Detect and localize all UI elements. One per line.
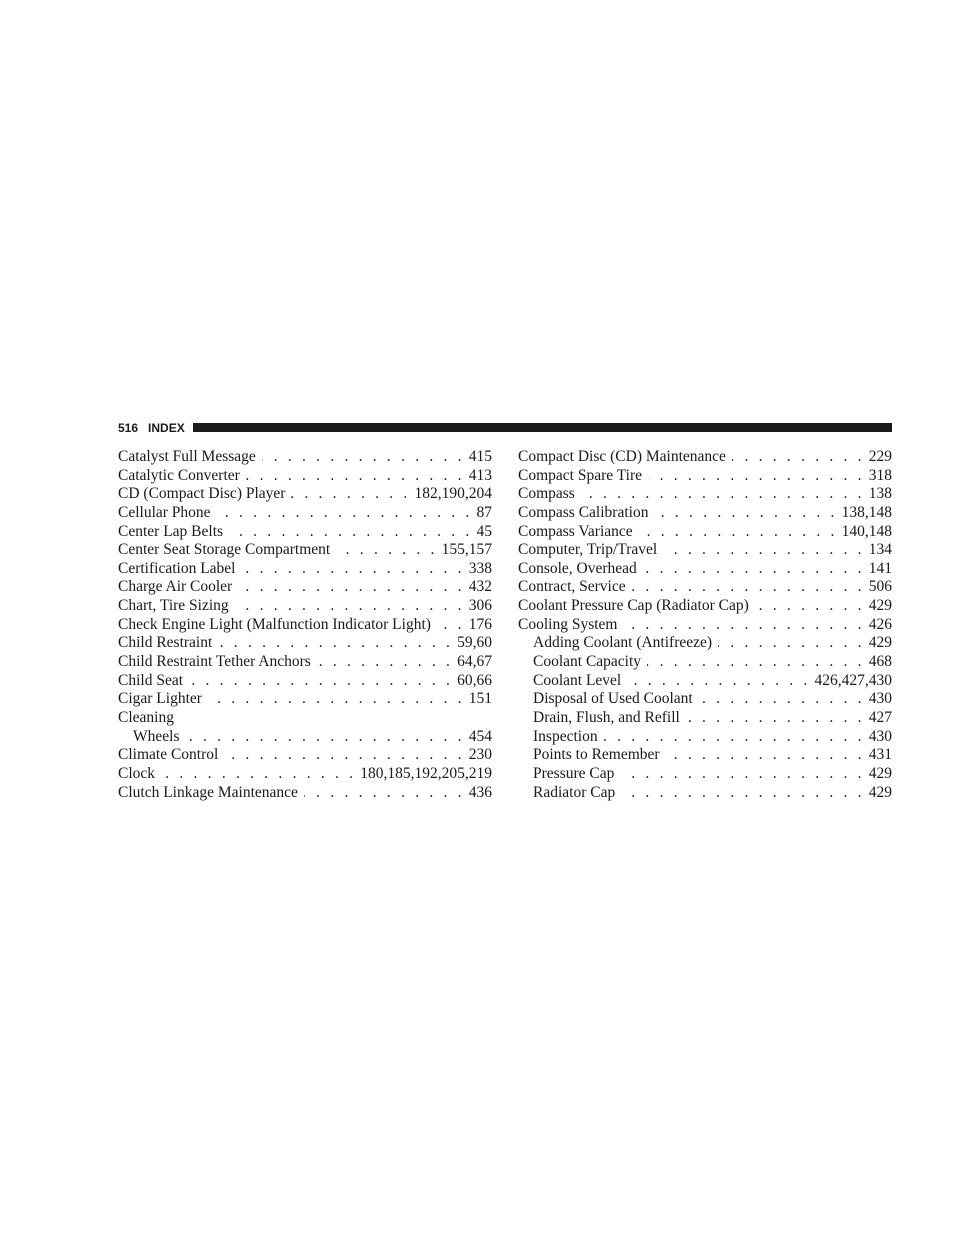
dot-leader bbox=[291, 485, 410, 504]
index-subentry bbox=[518, 653, 892, 672]
index-entry bbox=[118, 616, 492, 635]
entry-page-numbers: 429 bbox=[868, 634, 892, 652]
entry-term: Wheels bbox=[133, 727, 180, 745]
entry-page-numbers: 506 bbox=[868, 578, 892, 596]
index-subentry bbox=[518, 765, 892, 784]
entry-page-numbers: 432 bbox=[468, 578, 492, 596]
index-entry bbox=[118, 560, 492, 579]
index-entry bbox=[118, 523, 492, 542]
entry-term: Cooling System bbox=[518, 615, 618, 633]
entry-term: Console, Overhead bbox=[518, 559, 637, 577]
entry-term: Cigar Lighter bbox=[118, 690, 202, 708]
index-subentry bbox=[118, 728, 492, 747]
entry-term: Pressure Cap bbox=[533, 764, 615, 782]
index-entry bbox=[118, 448, 492, 467]
entry-page-numbers: 429 bbox=[868, 783, 892, 801]
index-column-right bbox=[518, 448, 892, 802]
entry-term: Adding Coolant (Antifreeze) bbox=[533, 634, 713, 652]
dot-leader bbox=[686, 709, 865, 728]
entry-page-numbers: 415 bbox=[468, 448, 492, 465]
entry-page-numbers: 138 bbox=[868, 485, 892, 503]
entry-page-numbers: 430 bbox=[868, 690, 892, 708]
entry-term: Coolant Capacity bbox=[533, 653, 642, 671]
entry-page-numbers: 45 bbox=[476, 522, 492, 540]
dot-leader bbox=[242, 560, 465, 579]
entry-term: Points to Remember bbox=[533, 746, 660, 764]
dot-leader bbox=[718, 634, 865, 653]
header-rule bbox=[193, 423, 892, 432]
entry-term: Computer, Trip/Travel bbox=[518, 541, 658, 559]
entry-page-numbers: 138,148 bbox=[841, 503, 892, 521]
dot-leader bbox=[620, 765, 864, 784]
dot-leader bbox=[666, 746, 865, 765]
entry-page-numbers: 141 bbox=[868, 559, 892, 577]
dot-leader bbox=[336, 541, 437, 560]
entry-page-numbers: 87 bbox=[476, 503, 492, 521]
dot-leader bbox=[218, 634, 453, 653]
index-entry bbox=[518, 560, 892, 579]
entry-term: Compass Calibration bbox=[518, 503, 649, 521]
entry-term: Contract, Service bbox=[518, 578, 626, 596]
entry-page-numbers: 140,148 bbox=[841, 522, 892, 540]
entry-page-numbers: 426 bbox=[868, 615, 892, 633]
index-entry bbox=[518, 597, 892, 616]
entry-term: CD (Compact Disc) Player bbox=[118, 485, 286, 503]
index-entry bbox=[518, 616, 892, 635]
index-entry bbox=[118, 504, 492, 523]
entry-page-numbers: 60,66 bbox=[457, 671, 492, 689]
entry-page-numbers: 230 bbox=[468, 746, 492, 764]
entry-page-numbers: 426,427,430 bbox=[814, 671, 892, 689]
entry-term: Clock bbox=[118, 764, 156, 782]
dot-leader bbox=[627, 672, 810, 691]
entry-term: Inspection bbox=[533, 727, 598, 745]
entry-page-numbers: 431 bbox=[868, 746, 892, 764]
index-entry bbox=[118, 541, 492, 560]
index-entry bbox=[118, 597, 492, 616]
entry-term: Center Seat Storage Compartment bbox=[118, 541, 331, 559]
index-subentry bbox=[518, 784, 892, 803]
index-entry bbox=[518, 541, 892, 560]
index-subentry bbox=[518, 690, 892, 709]
index-entry bbox=[118, 672, 492, 691]
entry-page-numbers: 427 bbox=[868, 708, 892, 726]
entry-page-numbers: 155,157 bbox=[441, 541, 492, 559]
dot-leader bbox=[732, 448, 865, 467]
entry-term: Catalyst Full Message bbox=[118, 448, 256, 465]
dot-leader bbox=[161, 765, 356, 784]
entry-page-numbers: 318 bbox=[868, 466, 892, 484]
index-entry bbox=[118, 653, 492, 672]
dot-leader bbox=[229, 523, 472, 542]
entry-page-numbers: 59,60 bbox=[457, 634, 492, 652]
dot-leader bbox=[621, 784, 865, 803]
dot-leader bbox=[317, 653, 453, 672]
entry-page-numbers: 182,190,204 bbox=[414, 485, 492, 503]
dot-leader bbox=[643, 560, 865, 579]
index-entry bbox=[518, 523, 892, 542]
dot-leader bbox=[217, 504, 473, 523]
entry-term: Child Restraint bbox=[118, 634, 213, 652]
dot-leader bbox=[648, 467, 865, 486]
index-column-left bbox=[118, 448, 492, 802]
entry-page-numbers: 429 bbox=[868, 597, 892, 615]
dot-leader bbox=[647, 653, 865, 672]
entry-term: Clutch Linkage Maintenance bbox=[118, 783, 298, 801]
index-entry bbox=[118, 467, 492, 486]
page-header bbox=[118, 419, 892, 436]
entry-term: Drain, Flush, and Refill bbox=[533, 708, 680, 726]
index-entry bbox=[518, 578, 892, 597]
entry-term: Climate Control bbox=[118, 746, 219, 764]
entry-term: Cleaning bbox=[118, 708, 174, 726]
dot-leader bbox=[224, 746, 464, 765]
dot-leader bbox=[235, 597, 465, 616]
entry-term: Radiator Cap bbox=[533, 783, 616, 801]
dot-leader bbox=[189, 672, 453, 691]
dot-leader bbox=[581, 485, 865, 504]
entry-term: Certification Label bbox=[118, 559, 236, 577]
index-entry bbox=[518, 448, 892, 467]
index-entry bbox=[118, 578, 492, 597]
dot-leader bbox=[437, 616, 465, 635]
entry-page-numbers: 151 bbox=[468, 690, 492, 708]
entry-term: Chart, Tire Sizing bbox=[118, 597, 229, 615]
dot-leader bbox=[604, 728, 865, 747]
dot-leader bbox=[208, 690, 465, 709]
entry-term: Coolant Pressure Cap (Radiator Cap) bbox=[518, 597, 749, 615]
entry-term: Child Restraint Tether Anchors bbox=[118, 653, 311, 671]
entry-page-numbers: 429 bbox=[868, 764, 892, 782]
entry-term: Disposal of Used Coolant bbox=[533, 690, 693, 708]
dot-leader bbox=[262, 448, 465, 467]
entry-term: Cellular Phone bbox=[118, 503, 211, 521]
entry-page-numbers: 430 bbox=[868, 727, 892, 745]
entry-page-numbers: 306 bbox=[468, 597, 492, 615]
entry-page-numbers: 454 bbox=[468, 727, 492, 745]
entry-page-numbers: 176 bbox=[468, 615, 492, 633]
entry-page-numbers: 180,185,192,205,219 bbox=[360, 764, 492, 782]
section-title: INDEX bbox=[148, 420, 185, 435]
dot-leader bbox=[246, 467, 465, 486]
dot-leader bbox=[699, 690, 865, 709]
index-entry bbox=[118, 746, 492, 765]
entry-term: Compass bbox=[518, 485, 575, 503]
entry-term: Compact Spare Tire bbox=[518, 466, 642, 484]
dot-leader bbox=[654, 504, 837, 523]
index-entry bbox=[118, 709, 492, 728]
entry-page-numbers: 468 bbox=[868, 653, 892, 671]
index-subentry bbox=[518, 746, 892, 765]
index-entry bbox=[118, 765, 492, 784]
index-entry bbox=[118, 690, 492, 709]
index-entry bbox=[118, 784, 492, 803]
index-subentry bbox=[518, 728, 892, 747]
dot-leader bbox=[663, 541, 865, 560]
entry-page-numbers: 436 bbox=[468, 783, 492, 801]
entry-term: Center Lap Belts bbox=[118, 522, 224, 540]
entry-term: Compass Variance bbox=[518, 522, 633, 540]
entry-page-numbers: 413 bbox=[468, 466, 492, 484]
dot-leader bbox=[755, 597, 865, 616]
index-entry bbox=[118, 634, 492, 653]
index-subentry bbox=[518, 672, 892, 691]
entry-page-numbers: 134 bbox=[868, 541, 892, 559]
index-subentry bbox=[518, 709, 892, 728]
entry-page-numbers: 338 bbox=[468, 559, 492, 577]
entry-term: Compact Disc (CD) Maintenance bbox=[518, 448, 726, 465]
entry-term: Charge Air Cooler bbox=[118, 578, 233, 596]
dot-leader bbox=[623, 616, 864, 635]
dot-leader bbox=[632, 578, 865, 597]
entry-term: Catalytic Converter bbox=[118, 466, 240, 484]
entry-term: Coolant Level bbox=[533, 671, 622, 689]
index-entry bbox=[118, 485, 492, 504]
dot-leader bbox=[639, 523, 838, 542]
index-entry bbox=[518, 504, 892, 523]
index-subentry bbox=[518, 634, 892, 653]
index-entry bbox=[518, 485, 892, 504]
dot-leader bbox=[304, 784, 465, 803]
entry-page-numbers: 229 bbox=[868, 448, 892, 465]
entry-term: Child Seat bbox=[118, 671, 184, 689]
page-number: 516 bbox=[118, 420, 139, 435]
index-entry bbox=[518, 467, 892, 486]
entry-term: Check Engine Light (Malfunction Indicator Light) bbox=[118, 615, 431, 633]
dot-leader bbox=[238, 578, 465, 597]
entry-page-numbers: 64,67 bbox=[457, 653, 492, 671]
dot-leader bbox=[185, 728, 464, 747]
